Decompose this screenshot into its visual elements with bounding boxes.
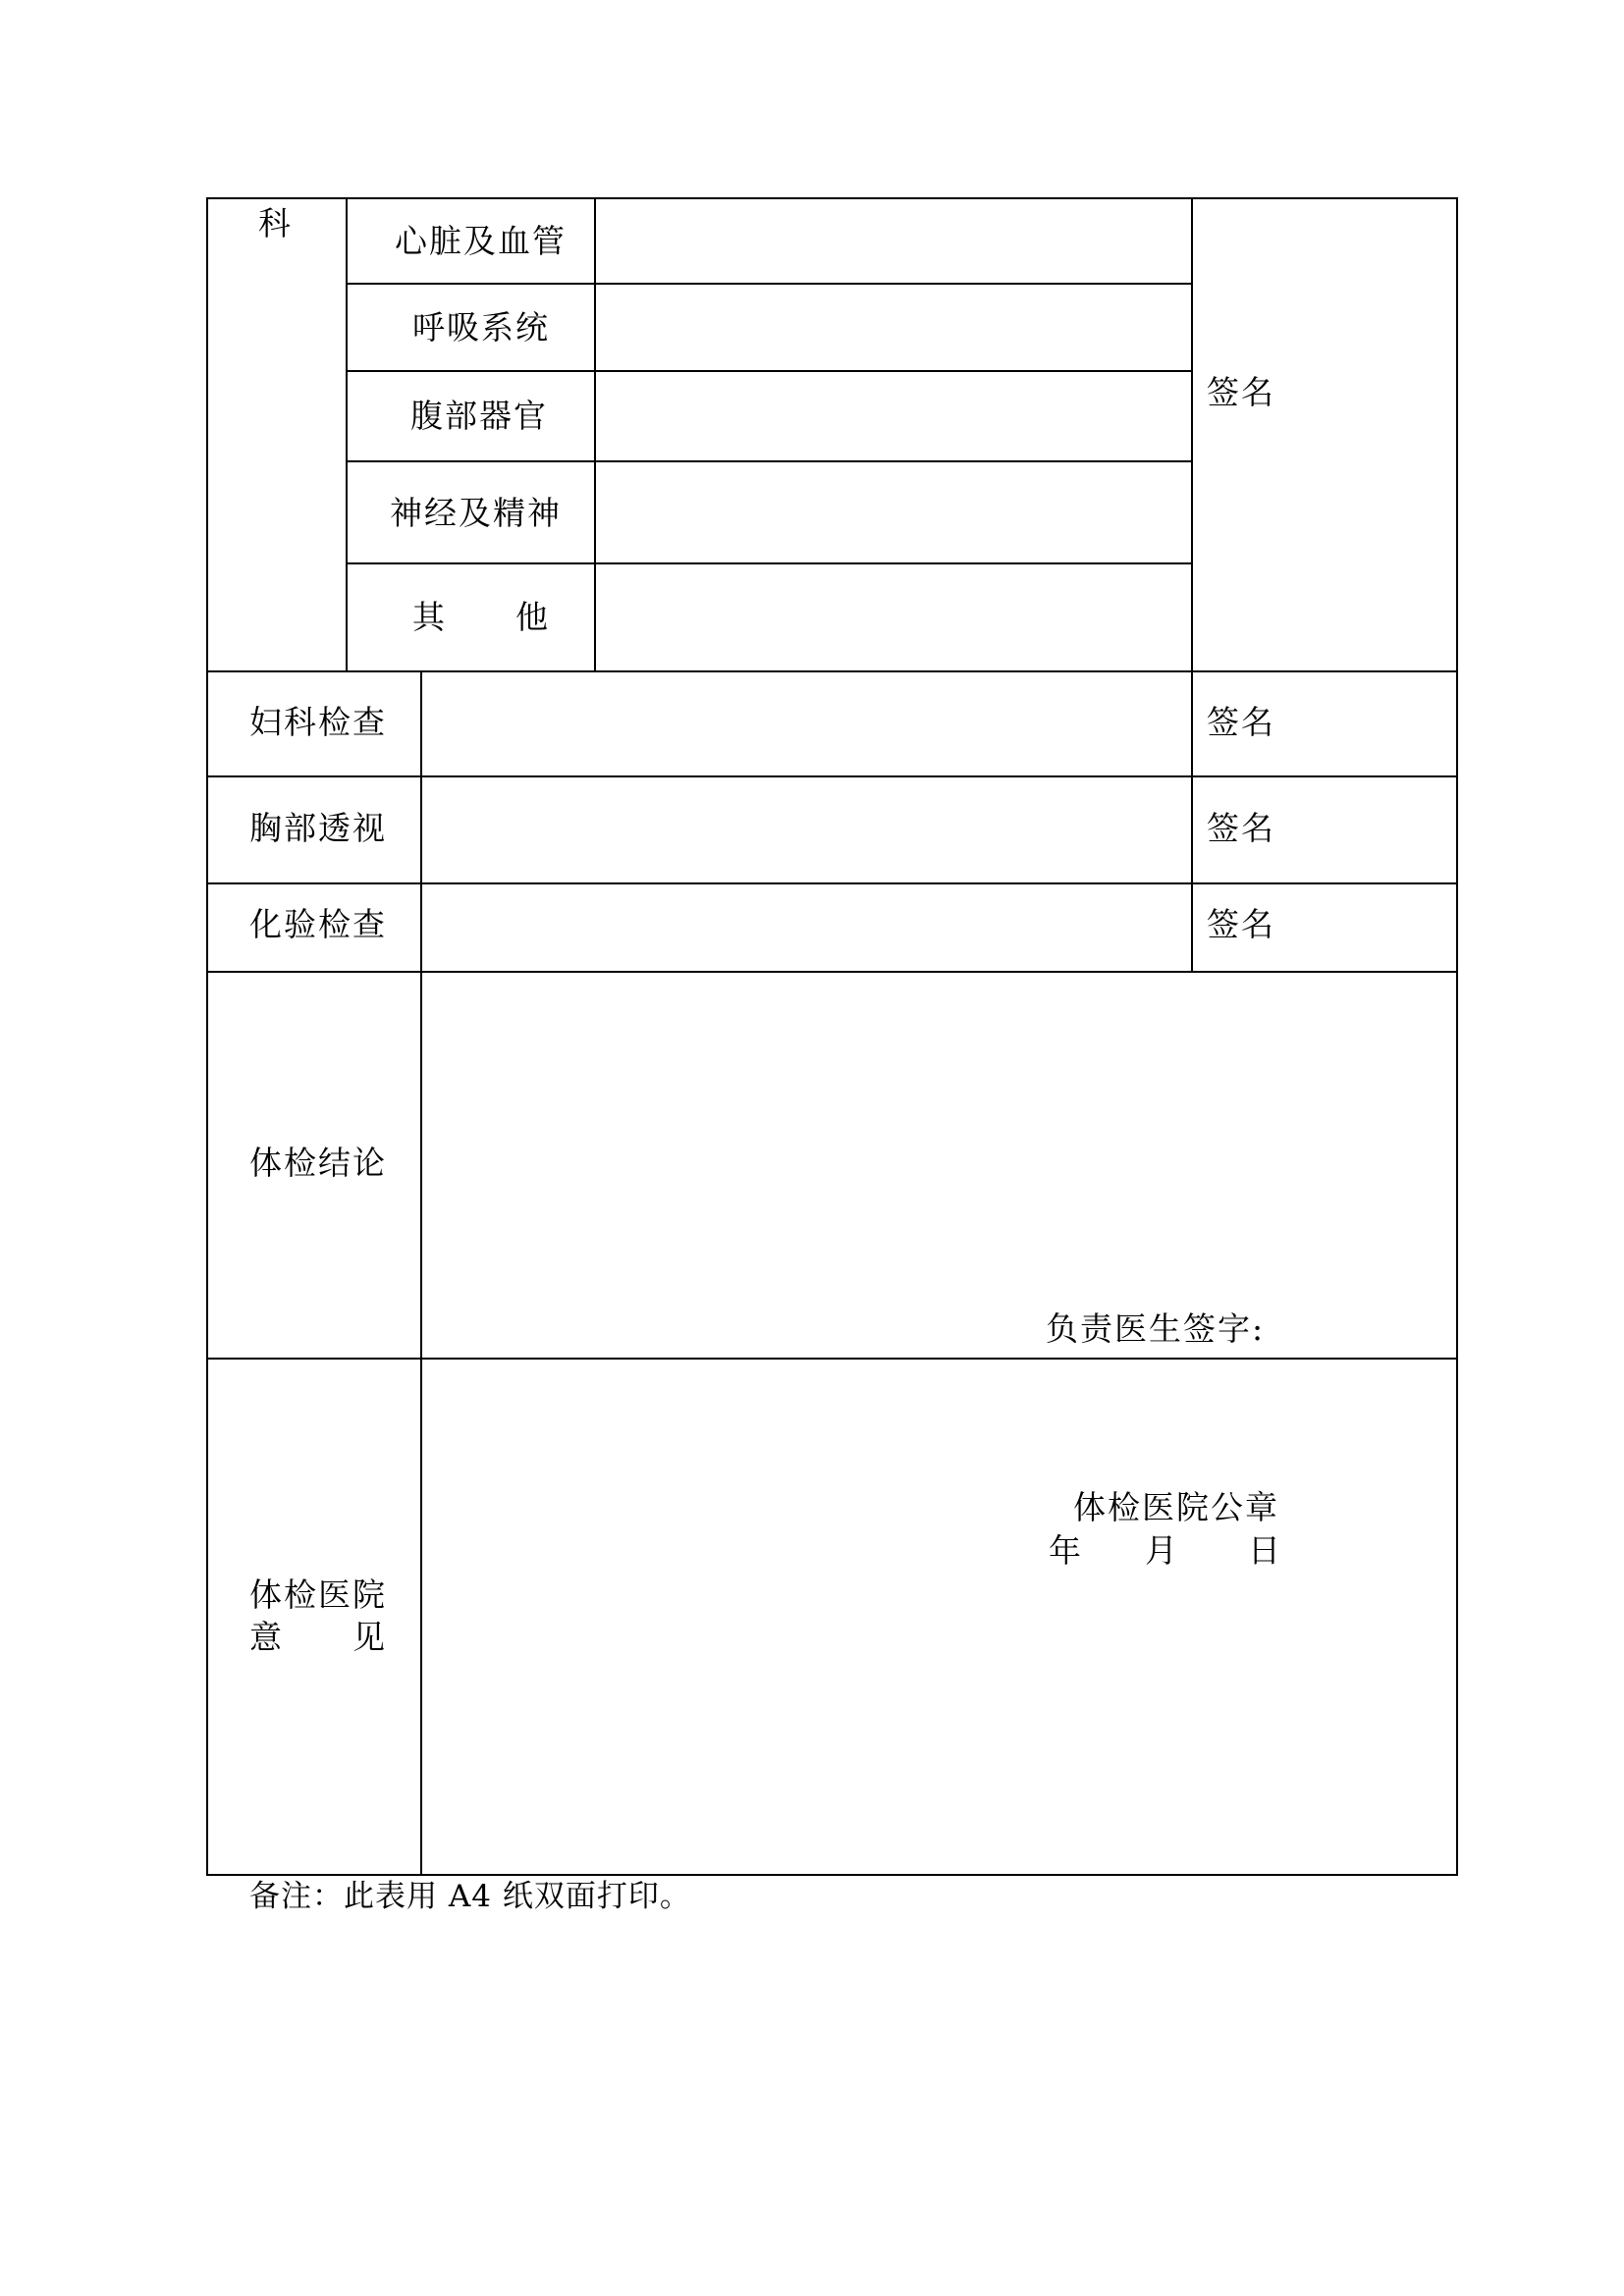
gynecology-signature-field[interactable] (1286, 672, 1456, 775)
date-month-label: 月 (1145, 1531, 1179, 1570)
lab-test-signature-field[interactable] (1286, 884, 1456, 971)
gynecology-signature-label: 签名 (1207, 703, 1275, 741)
divider (346, 197, 348, 670)
internal-medicine-signature-label: 签名 (1207, 373, 1275, 411)
neuro-psych-label: 神经及精神 (390, 494, 562, 532)
heart-vessels-result-field[interactable] (596, 199, 1191, 283)
lab-test-label: 化验检查 (249, 905, 387, 943)
hospital-opinion-field[interactable] (422, 1360, 1456, 1874)
hospital-seal-label: 体检医院公章 (1073, 1488, 1279, 1526)
table-border-right (1456, 197, 1458, 1876)
chest-xray-signature-label: 签名 (1207, 809, 1275, 847)
date-year-label: 年 (1049, 1531, 1083, 1570)
footnote: 备注：此表用 A4 纸双面打印。 (249, 1879, 691, 1914)
table-border-bottom (206, 1874, 1458, 1876)
abdominal-organs-result-field[interactable] (596, 372, 1191, 460)
table-border-left (206, 197, 208, 1876)
neuro-psych-result-field[interactable] (596, 462, 1191, 562)
gynecology-result-field[interactable] (422, 672, 1191, 775)
respiratory-system-result-field[interactable] (596, 285, 1191, 370)
lab-test-result-field[interactable] (422, 884, 1191, 971)
chest-xray-signature-field[interactable] (1286, 777, 1456, 882)
gynecology-label: 妇科检查 (249, 703, 387, 741)
abdominal-organs-label: 腹部器官 (410, 397, 548, 435)
internal-medicine-signature-field[interactable] (1286, 199, 1456, 670)
chest-xray-result-field[interactable] (422, 777, 1191, 882)
chest-xray-label: 胸部透视 (249, 809, 387, 847)
lab-test-signature-label: 签名 (1207, 905, 1275, 943)
respiratory-system-label: 呼吸系统 (412, 308, 550, 347)
doctor-signature-label: 负责医生签字: (1046, 1309, 1266, 1348)
other-label: 其 他 (412, 598, 550, 636)
hospital-opinion-label-line2: 意 见 (249, 1618, 387, 1656)
internal-medicine-section-label: 科 (258, 204, 293, 242)
conclusion-field[interactable] (422, 973, 1456, 1307)
date-day-label: 日 (1248, 1531, 1282, 1570)
heart-vessels-label: 心脏及血管 (395, 222, 567, 260)
conclusion-label: 体检结论 (249, 1144, 387, 1182)
divider (1191, 197, 1193, 973)
other-result-field[interactable] (596, 564, 1191, 670)
hospital-opinion-label-line1: 体检医院 (249, 1575, 387, 1614)
